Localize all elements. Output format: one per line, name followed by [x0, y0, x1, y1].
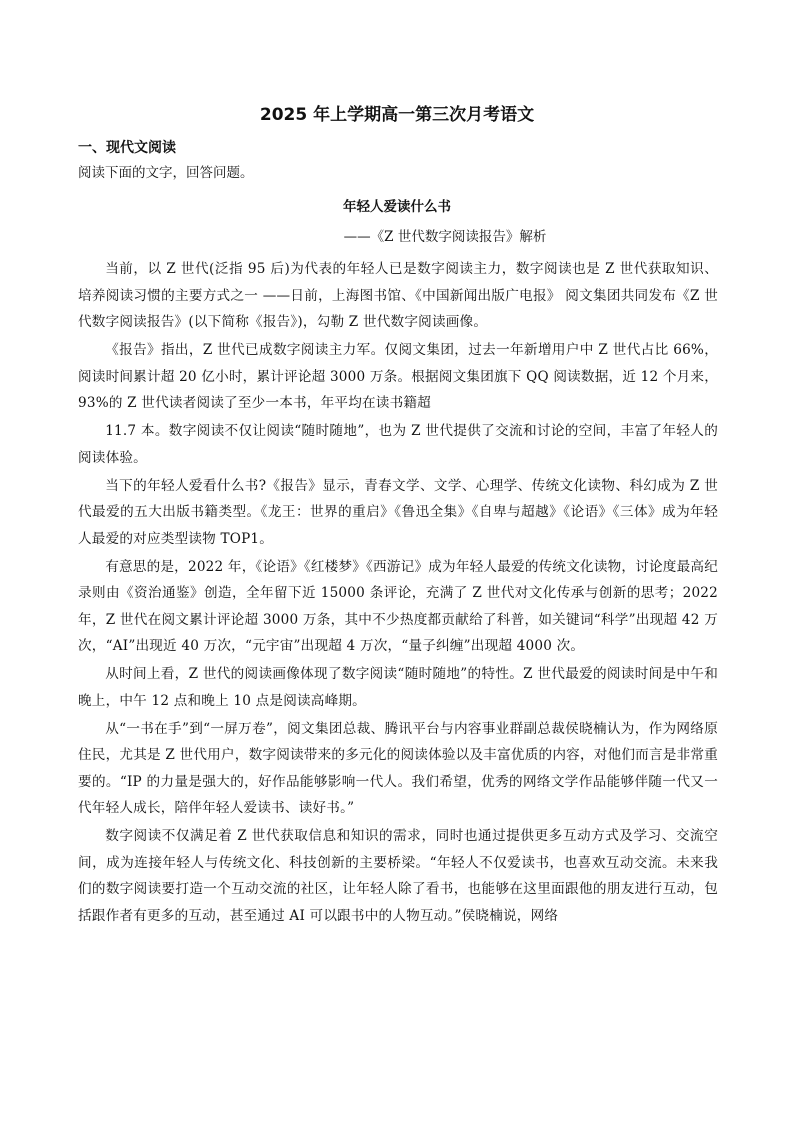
- article-body: [78, 256, 718, 929]
- article-paragraph: 从“一书在手”到“一屏万卷”，阅文集团总裁、腾讯平台与内容事业群副总裁侯晓楠认为，作为网络原住民，尤其是 Z 世代用户，数字阅读带来的多元化的阅读体验以及丰富优质的内容，对他们而言是非常重要的。“IP 的力量是强大的，好作品能够影响一代人。我们希望，优秀的网络文学作品能够伴随一代又一代年轻人成长，陪伴年轻人爱读书、读好书。”: [78, 720, 718, 816]
- exam-title: 2025 年上学期高一第三次月考语文: [259, 105, 535, 125]
- reading-instruction: 阅读下面的文字，回答问题。: [78, 165, 254, 181]
- article-paragraph: 有意思的是，2022 年，《论语》《红楼梦》《西游记》成为年轻人最爱的传统文化读物，讨论度最高纪录则由《资治通鉴》创造，全年留下近 15000 条评论，充满了 Z 世代对文化传承与创新的思考；2022 年，Z 世代在阅文累计评论超 3000 万条，其中不少热度都贡献给了科普，如关键词“科学”出现超 42 万次，“AI”出现近 40 万次，“元宇宙”出现超 4 万次，“量子纠缠”出现超 4000 次。: [78, 558, 718, 654]
- article-title: 年轻人爱读什么书: [343, 199, 451, 215]
- article-paragraph: 当前，以 Z 世代(泛指 95 后)为代表的年轻人已是数字阅读主力，数字阅读也是 Z 世代获取知识、培养阅读习惯的主要方式之一 ——日前，上海图书馆、《中国新闻出版广电报》 阅文集团共同发布《Z 世代数字阅读报告》(以下简称《报告》)，勾勒 Z 世代数字阅读画像。: [78, 261, 718, 330]
- article-paragraph: 当下的年轻人爱看什么书?《报告》显示，青春文学、文学、心理学、传统文化读物、科幻成为 Z 世代最爱的五大出版书籍类型。《龙王：世界的重启》《鲁迅全集》《自卑与超越》《论语》《三体》成为年轻人最爱的对应类型读物 TOP1。: [78, 477, 718, 547]
- section-title: 一、现代文阅读: [78, 140, 176, 156]
- article-paragraph: 从时间上看，Z 世代的阅读画像体现了数字阅读“随时随地”的特性。Z 世代最爱的阅读时间是中午和晚上，中午 12 点和晚上 10 点是阅读高峰期。: [78, 666, 718, 709]
- article-paragraph: 11.7 本。数字阅读不仅让阅读“随时随地”，也为 Z 世代提供了交流和讨论的空间，丰富了年轻人的阅读体验。: [78, 423, 718, 466]
- article-paragraph: 数字阅读不仅满足着 Z 世代获取信息和知识的需求，同时也通过提供更多互动方式及学习、交流空间，成为连接年轻人与传统文化、科技创新的主要桥梁。“年轻人不仅爱读书，也喜欢互动交流。未来我们的数字阅读要打造一个互动交流的社区，让年轻人除了看书，也能够在这里面跟他的朋友进行互动，包括跟作者有更多的互动，甚至通过 AI 可以跟书中的人物互动。”侯晓楠说，网络: [78, 828, 718, 924]
- article-subtitle: ——《Z 世代数字阅读报告》解析: [343, 229, 547, 245]
- article-paragraph: 《报告》指出，Z 世代已成数字阅读主力军。仅阅文集团，过去一年新增用户中 Z 世代占比 66%，阅读时间累计超 20 亿小时，累计评论超 3000 万条。根据阅文集团旗下 QQ 阅读数据，近 12 个月来，93%的 Z 世代读者阅读了至少一本书，年平均在读书籍超: [78, 342, 719, 411]
